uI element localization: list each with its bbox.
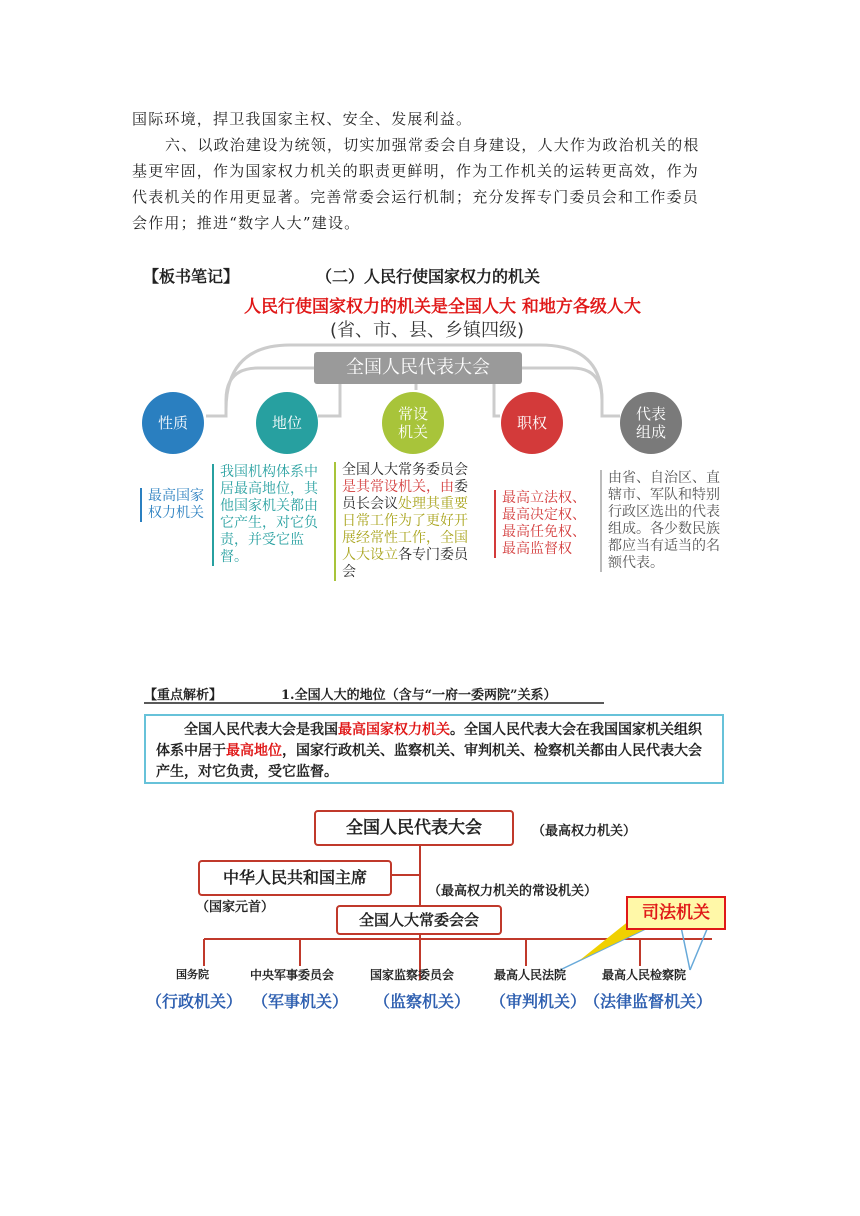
note-text: 处理其重要日常工作 <box>342 496 468 529</box>
analysis-underline <box>144 701 604 705</box>
note-composition: 由省、自治区、直辖市、军队和特别行政区选出的代表组成。各少数民族都应当有适当的名额代表。 <box>600 470 720 572</box>
note-text: 各专门委员会 <box>342 547 468 580</box>
board-levels: (省、市、县、乡镇四级) <box>330 320 525 341</box>
org-npc-note: （最高权力机关） <box>532 824 637 839</box>
circle-nature: 性质 <box>142 392 204 454</box>
circle-powers: 职权 <box>501 392 563 454</box>
board-subtitle: （二）人民行使国家权力的机关 <box>316 267 541 286</box>
analysis-title: 1.全国人大的地位（含与“一府一委两院”关系） <box>281 688 557 703</box>
analysis-tag: 【重点解析】 <box>144 688 223 703</box>
judicial-label: 司法机关 <box>626 896 726 930</box>
power-item: 最高立法权、 <box>502 490 586 506</box>
paragraph-line: 会作用；推进“数字人大”建设。 <box>132 214 361 232</box>
note-text: 为了更好开展经常性工作，全国人大设立 <box>342 513 468 563</box>
org-president-note: （国家元首） <box>196 900 275 915</box>
org-branch: 最高人民法院 <box>494 968 567 982</box>
org-role: （法律监督机关） <box>584 992 713 1011</box>
org-branch: 国务院 <box>176 968 209 981</box>
org-branch: 国家监察委员会 <box>370 968 455 982</box>
org-role: （审判机关） <box>490 992 587 1011</box>
org-standing-note: （最高权力机关的常设机关） <box>428 884 598 899</box>
note-text: 由 <box>440 479 454 495</box>
note-standing <box>334 462 476 581</box>
org-branch: 最高人民检察院 <box>602 968 687 982</box>
note-nature: 最高国家权力机关 <box>140 488 204 522</box>
power-item: 最高监督权 <box>502 541 572 557</box>
org-standing: 全国人大常委会会 <box>336 905 502 935</box>
circle-composition: 代表组成 <box>620 392 682 454</box>
note-powers <box>494 490 602 558</box>
npc-center-box: 全国人民代表大会 <box>314 352 522 384</box>
org-branch: 中央军事委员会 <box>250 968 335 982</box>
org-role: （行政机关） <box>146 992 243 1011</box>
paragraph-line: 基更牢固，作为国家权力机关的职责更鲜明，作为工作机关的运转更高效，作为 <box>132 162 700 180</box>
paragraph-line: 六、以政治建设为统领，切实加强常委会自身建设，人大作为政治机关的根 <box>165 136 700 154</box>
paragraph-line: 国际环境，捍卫我国家主权、安全、发展利益。 <box>132 110 473 128</box>
analysis-text: 全国人民代表大会是我国 <box>184 722 338 738</box>
org-role: （军事机关） <box>252 992 349 1011</box>
board-tag: 【板书笔记】 <box>143 267 240 286</box>
note-text: 是其常设机关， <box>342 479 440 495</box>
power-item: 最高任免权、 <box>502 524 586 540</box>
paragraph-line: 代表机关的作用更显著。完善常委会运行机制；充分发挥专门委员会和工作委员 <box>132 188 700 206</box>
analysis-text: 。全国人民代表大会在我国国家机关组织体系中居于 <box>156 722 702 759</box>
org-president: 中华人民共和国主席 <box>198 860 392 896</box>
circle-status: 地位 <box>256 392 318 454</box>
analysis-highlight: 最高国家权力机关 <box>338 722 450 738</box>
board-headline: 人民行使国家权力的机关是全国人大 和地方各级人大 <box>244 297 641 317</box>
analysis-box <box>144 714 724 784</box>
analysis-highlight: 最高地位 <box>226 743 282 759</box>
circle-standing: 常设机关 <box>382 392 444 454</box>
note-text: 全国人大常务委员会 <box>342 462 468 478</box>
note-status: 我国机构体系中居最高地位，其他国家机关都由它产生，对它负责，并受它监督。 <box>212 464 330 566</box>
analysis-text: ，国家行政机关、监察机关、审判机关、检察机关都由人民代表大会产生，对它负责，受它监督。 <box>156 743 702 780</box>
note-text: 委员长会议 <box>342 479 468 512</box>
org-npc: 全国人民代表大会 <box>314 810 514 846</box>
power-item: 最高决定权、 <box>502 507 586 523</box>
org-role: （监察机关） <box>374 992 471 1011</box>
